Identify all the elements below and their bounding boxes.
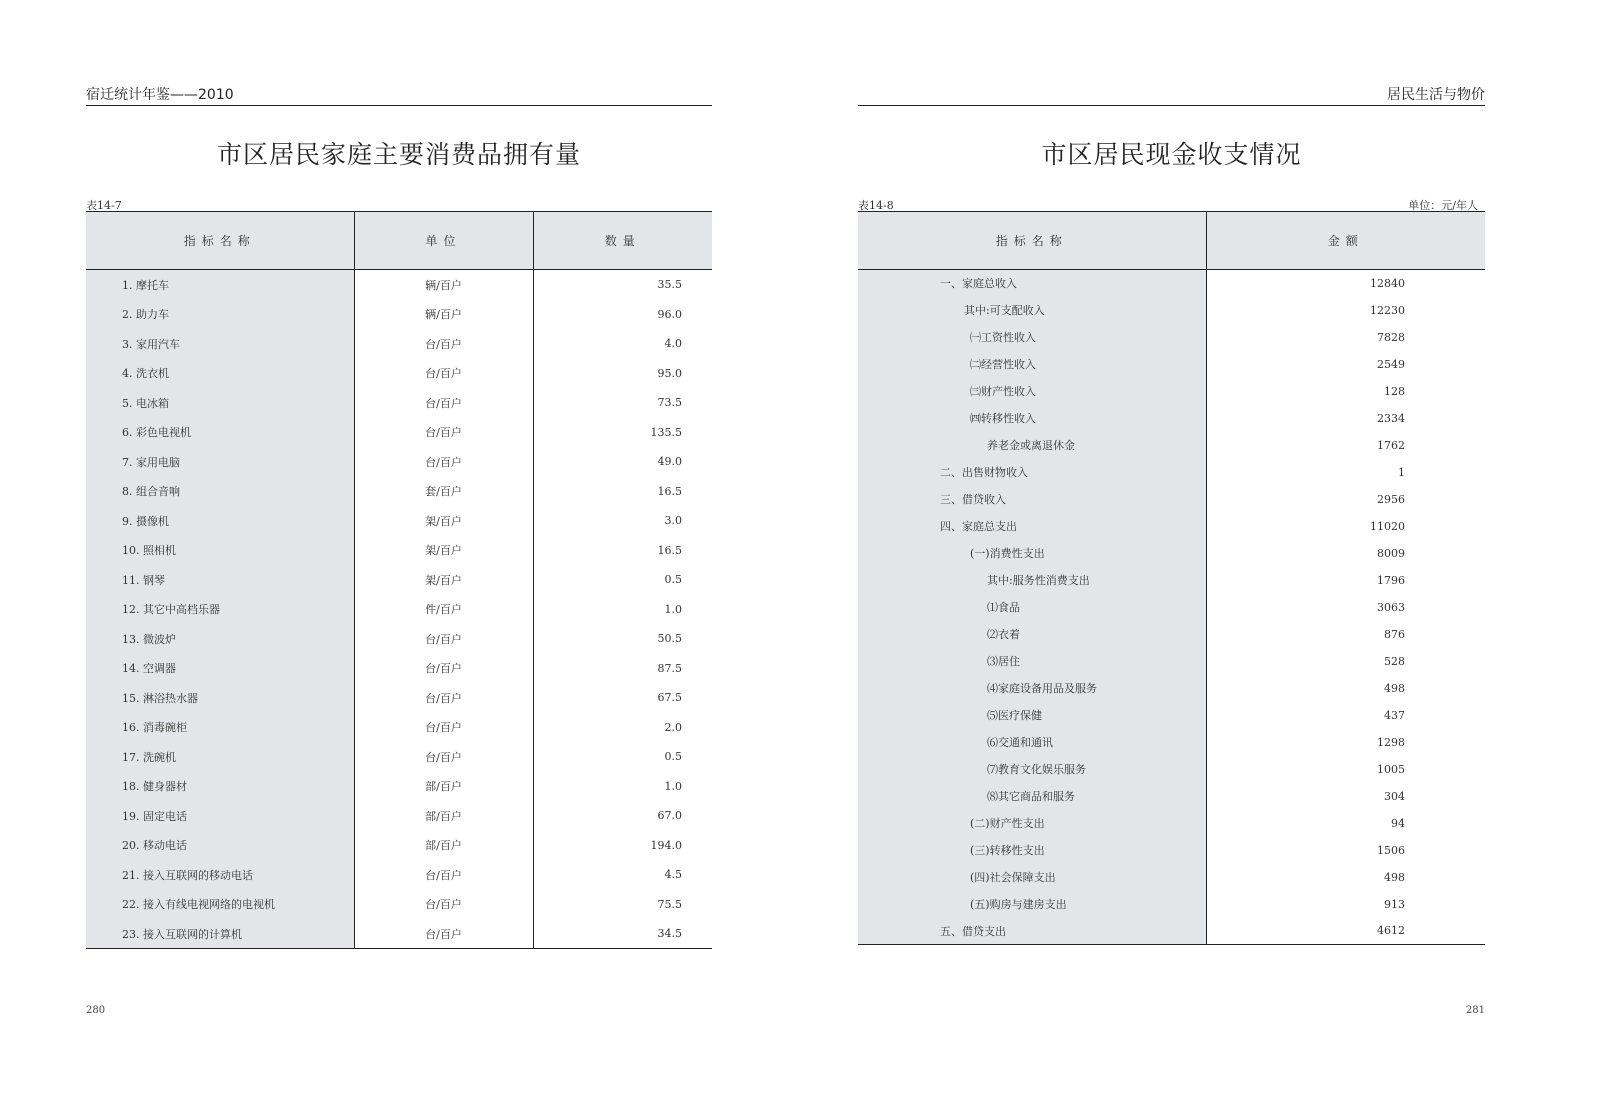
row-name: 20. 移动电话 [86, 831, 354, 861]
row-value: 2956 [1377, 492, 1405, 506]
row-name: 10. 照相机 [86, 536, 354, 566]
table-row [858, 675, 1485, 702]
table-number: 表14-8 [858, 199, 894, 212]
row-unit: 台/百户 [354, 890, 533, 920]
row-name: 6. 彩色电视机 [86, 418, 354, 448]
row-unit: 台/百户 [354, 624, 533, 654]
row-value: 1762 [1377, 438, 1405, 452]
row-unit: 架/百户 [354, 565, 533, 595]
row-name: (四)社会保障支出 [858, 864, 1206, 891]
table-row [858, 729, 1485, 756]
row-name: 7. 家用电脑 [86, 447, 354, 477]
row-name: 15. 淋浴热水器 [86, 683, 354, 713]
row-unit: 台/百户 [354, 654, 533, 684]
row-name: 12. 其它中高档乐器 [86, 595, 354, 625]
table-row [86, 447, 712, 477]
row-value: 35.5 [657, 278, 682, 292]
table-row [858, 513, 1485, 540]
consumer-goods-table [86, 211, 712, 949]
table-row [86, 270, 712, 300]
table-row [86, 772, 712, 802]
row-name: ⑻其它商品和服务 [858, 783, 1206, 810]
row-value: 1.0 [664, 602, 682, 616]
row-value: 95.0 [657, 366, 682, 380]
table-body [86, 270, 712, 949]
table-row [858, 324, 1485, 351]
header-rule [86, 105, 712, 106]
row-value: 1005 [1377, 762, 1405, 776]
table-row [86, 300, 712, 330]
row-name: ㈠工资性收入 [858, 324, 1206, 351]
row-name: (五)购房与建房支出 [858, 891, 1206, 918]
table-row [858, 648, 1485, 675]
table-row [858, 486, 1485, 513]
row-value: 194.0 [650, 838, 682, 852]
row-name: 五、借贷支出 [858, 918, 1206, 945]
row-name: 3. 家用汽车 [86, 329, 354, 359]
row-value: 7828 [1377, 330, 1405, 344]
row-name: 四、家庭总支出 [858, 513, 1206, 540]
row-unit: 台/百户 [354, 359, 533, 389]
row-value: 67.0 [657, 809, 682, 823]
table-row [86, 359, 712, 389]
row-name: (二)财产性支出 [858, 810, 1206, 837]
table-row [86, 477, 712, 507]
row-name: ⑶居住 [858, 648, 1206, 675]
row-name: 4. 洗衣机 [86, 359, 354, 389]
row-value: 437 [1384, 708, 1405, 722]
page-number: 280 [86, 1005, 106, 1016]
running-header: 宿迁统计年鉴——2010 [86, 87, 234, 103]
row-unit: 架/百户 [354, 506, 533, 536]
table-row [86, 919, 712, 949]
row-value: 16.5 [657, 543, 682, 557]
row-value: 73.5 [657, 396, 682, 410]
column-header-unit: 单位 [354, 212, 533, 270]
row-name: 22. 接入有线电视网络的电视机 [86, 890, 354, 920]
row-name: 一、家庭总收入 [858, 270, 1206, 297]
row-unit: 部/百户 [354, 831, 533, 861]
row-unit: 台/百户 [354, 860, 533, 890]
row-name: ⑴食品 [858, 594, 1206, 621]
row-value: 913 [1384, 897, 1405, 911]
row-name: 9. 摄像机 [86, 506, 354, 536]
row-name: 11. 钢琴 [86, 565, 354, 595]
page-title: 市区居民现金收支情况 [1041, 140, 1302, 169]
row-value: 128 [1384, 384, 1405, 398]
row-value: 304 [1384, 789, 1405, 803]
row-value: 1 [1398, 465, 1405, 479]
row-value: 135.5 [650, 425, 682, 439]
table-row [858, 540, 1485, 567]
table-row [86, 329, 712, 359]
column-header-amount: 金额 [1206, 212, 1485, 270]
row-name: 17. 洗碗机 [86, 742, 354, 772]
row-name: 8. 组合音响 [86, 477, 354, 507]
row-name: 三、借贷收入 [858, 486, 1206, 513]
row-unit: 件/百户 [354, 595, 533, 625]
table-row [858, 297, 1485, 324]
row-unit: 辆/百户 [354, 270, 533, 300]
row-value: 0.5 [664, 750, 682, 764]
page-number: 281 [1465, 1005, 1485, 1016]
row-name: 养老金或离退休金 [858, 432, 1206, 459]
row-value: 12230 [1370, 303, 1405, 317]
left-page [0, 0, 800, 1099]
row-name: 2. 助力车 [86, 300, 354, 330]
row-name: 13. 微波炉 [86, 624, 354, 654]
row-value: 75.5 [657, 897, 682, 911]
table-row [86, 506, 712, 536]
table-row [86, 713, 712, 743]
row-value: 2549 [1377, 357, 1405, 371]
row-value: 49.0 [657, 455, 682, 469]
row-value: 50.5 [657, 632, 682, 646]
row-value: 12840 [1370, 276, 1405, 290]
row-name: 1. 摩托车 [86, 270, 354, 300]
row-unit: 套/百户 [354, 477, 533, 507]
row-name: 21. 接入互联网的移动电话 [86, 860, 354, 890]
row-value: 11020 [1370, 519, 1405, 533]
row-name: 23. 接入互联网的计算机 [86, 919, 354, 949]
row-name: 14. 空调器 [86, 654, 354, 684]
table-row [86, 742, 712, 772]
row-value: 4612 [1206, 918, 1485, 945]
row-name: 18. 健身器材 [86, 772, 354, 802]
row-name: 二、出售财物收入 [858, 459, 1206, 486]
row-name: (三)转移性支出 [858, 837, 1206, 864]
row-value: 1.0 [664, 779, 682, 793]
row-unit: 台/百户 [354, 713, 533, 743]
row-unit: 台/百户 [354, 329, 533, 359]
row-value: 3063 [1377, 600, 1405, 614]
table-row [858, 270, 1485, 297]
row-unit: 部/百户 [354, 772, 533, 802]
row-name: 19. 固定电话 [86, 801, 354, 831]
table-row [858, 567, 1485, 594]
row-value: 67.5 [657, 691, 682, 705]
table-row [86, 388, 712, 418]
row-value: 8009 [1377, 546, 1405, 560]
row-name: 其中:可支配收入 [858, 297, 1206, 324]
row-value: 528 [1384, 654, 1405, 668]
row-value: 0.5 [664, 573, 682, 587]
table-row [858, 864, 1485, 891]
row-unit: 台/百户 [354, 447, 533, 477]
cash-income-expenditure-table [858, 211, 1485, 945]
running-header: 居民生活与物价 [1387, 87, 1485, 103]
row-value: 876 [1384, 627, 1405, 641]
row-name: 其中:服务性消费支出 [858, 567, 1206, 594]
table-row [86, 654, 712, 684]
table-row [858, 378, 1485, 405]
row-name: ㈣转移性收入 [858, 405, 1206, 432]
row-unit: 辆/百户 [354, 300, 533, 330]
row-value: 94 [1391, 816, 1405, 830]
table-row [858, 810, 1485, 837]
column-header-name: 指标名称 [86, 212, 354, 270]
row-unit: 部/百户 [354, 801, 533, 831]
row-value: 96.0 [657, 307, 682, 321]
row-name: ⑸医疗保健 [858, 702, 1206, 729]
row-name: ㈡经营性收入 [858, 351, 1206, 378]
table-row [86, 831, 712, 861]
table-row [86, 683, 712, 713]
table-number: 表14-7 [86, 199, 122, 212]
row-unit: 台/百户 [354, 919, 533, 949]
table-row [858, 432, 1485, 459]
row-value: 87.5 [657, 661, 682, 675]
row-value: 34.5 [533, 919, 712, 949]
table-row [858, 756, 1485, 783]
row-unit: 台/百户 [354, 742, 533, 772]
row-unit: 台/百户 [354, 418, 533, 448]
row-value: 498 [1384, 681, 1405, 695]
column-header-quantity: 数量 [533, 212, 712, 270]
table-row [858, 783, 1485, 810]
row-value: 1796 [1377, 573, 1405, 587]
row-name: ⑵衣着 [858, 621, 1206, 648]
column-header-name: 指标名称 [858, 212, 1206, 270]
table-row [858, 351, 1485, 378]
table-row [858, 918, 1485, 945]
table-row [86, 418, 712, 448]
row-name: ㈢财产性收入 [858, 378, 1206, 405]
row-name: (一)消费性支出 [858, 540, 1206, 567]
row-name: 16. 消毒碗柜 [86, 713, 354, 743]
table-row [858, 594, 1485, 621]
page-title: 市区居民家庭主要消费品拥有量 [216, 140, 581, 169]
table-row [858, 702, 1485, 729]
table-row [86, 860, 712, 890]
row-value: 16.5 [657, 484, 682, 498]
row-value: 1506 [1377, 843, 1405, 857]
table-row [86, 890, 712, 920]
row-value: 4.5 [664, 868, 682, 882]
table-row [86, 565, 712, 595]
row-value: 1298 [1377, 735, 1405, 749]
table-row [858, 621, 1485, 648]
table-row [86, 595, 712, 625]
row-unit: 台/百户 [354, 683, 533, 713]
row-name: 5. 电冰箱 [86, 388, 354, 418]
row-name: ⑺教育文化娱乐服务 [858, 756, 1206, 783]
unit-note: 单位：元/年人 [1408, 199, 1478, 212]
row-name: ⑹交通和通讯 [858, 729, 1206, 756]
row-name: ⑷家庭设备用品及服务 [858, 675, 1206, 702]
table-row [86, 624, 712, 654]
row-value: 2334 [1377, 411, 1405, 425]
row-value: 2.0 [664, 720, 682, 734]
header-rule [858, 105, 1485, 106]
table-row [858, 837, 1485, 864]
row-unit: 台/百户 [354, 388, 533, 418]
table-row [858, 891, 1485, 918]
row-value: 498 [1384, 870, 1405, 884]
table-row [86, 536, 712, 566]
row-unit: 架/百户 [354, 536, 533, 566]
table-row [86, 801, 712, 831]
right-page [800, 0, 1609, 1099]
row-value: 3.0 [664, 514, 682, 528]
table-body [858, 270, 1485, 945]
row-value: 4.0 [664, 337, 682, 351]
table-row [858, 459, 1485, 486]
table-row [858, 405, 1485, 432]
